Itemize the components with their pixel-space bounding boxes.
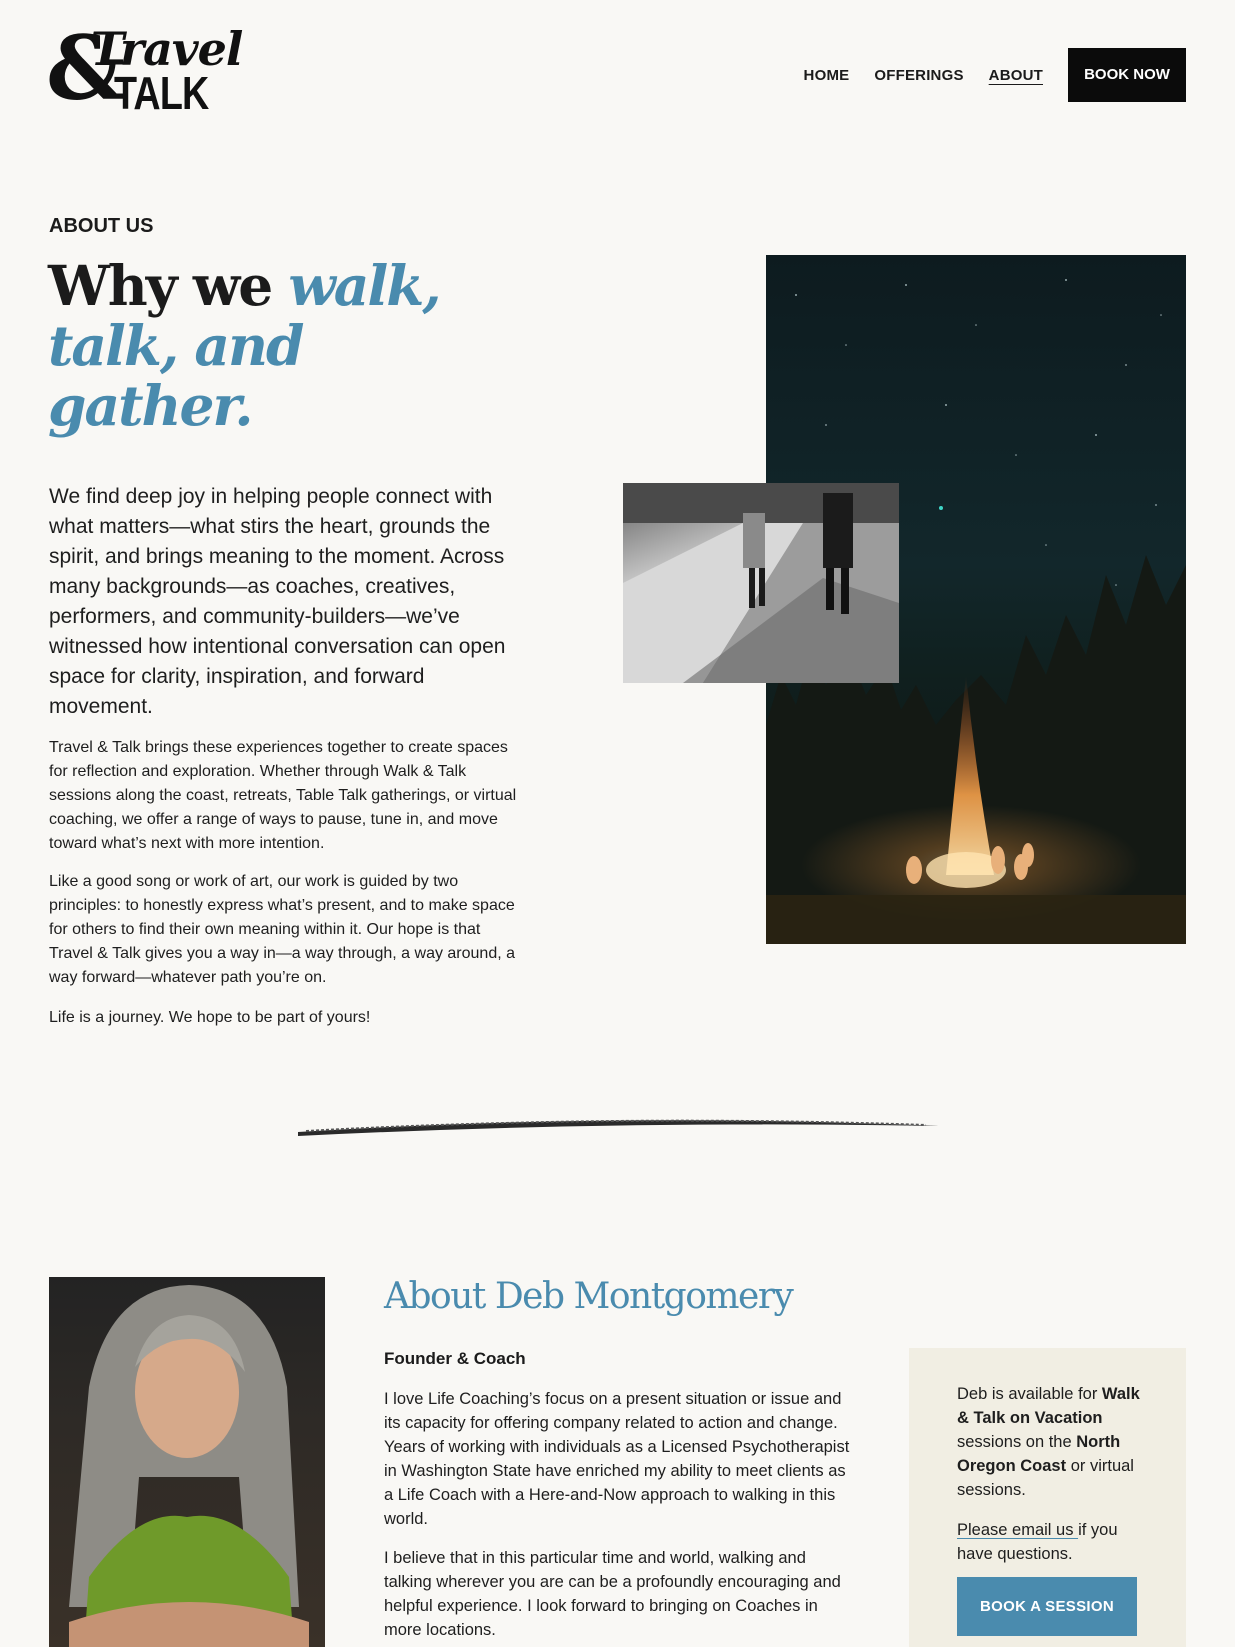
booking-info-card — [909, 1348, 1186, 1647]
section-eyebrow: ABOUT US — [49, 215, 154, 237]
lead-paragraph: We find deep joy in helping people connect with what matters—what stirs the heart, grounds the spirit, and brings meaning to the moment. Across many backgrounds—as coaches, creatives, performers, and community-builders—we’ve witnessed how intentional conversation can open space for clarity, inspiration, and forward movement. — [49, 485, 506, 718]
email-prompt-rest: if you have questions. — [957, 1521, 1118, 1563]
deb-bio-paragraph: I believe that in this particular time and world, walking and talking wherever you are can be a profoundly encouraging and helpful experience. I look forward to bringing on Coaches in more locations. — [384, 1549, 841, 1639]
logo-talk-text: TALK — [114, 67, 209, 119]
about-paragraph: Life is a journey. We hope to be part of yours! — [49, 1009, 371, 1026]
book-now-button[interactable]: BOOK NOW — [1068, 48, 1186, 102]
availability-text-2: sessions on the — [957, 1433, 1077, 1451]
nav-home[interactable]: HOME — [803, 66, 850, 84]
about-paragraph: Travel & Talk brings these experiences together to create spaces for reflection and exploration. Whether through Walk & Talk sessions along the coast, retreats, Table Talk gatherings, or virtual coaching, we offer a range of ways to pause, tune in, and move toward what’s next with more intention. — [49, 739, 517, 852]
availability-bold-1: Walk & Talk on Vacation — [957, 1385, 1140, 1427]
availability-text — [957, 1382, 1147, 1502]
nav-about[interactable]: ABOUT — [988, 66, 1043, 84]
nav-offerings[interactable]: OFFERINGS — [874, 66, 964, 84]
deb-montgomery-portrait — [49, 1277, 325, 1647]
page-headline — [48, 253, 488, 438]
brush-stroke-divider — [296, 1110, 941, 1140]
deb-role: Founder & Coach — [384, 1349, 526, 1368]
availability-text-1: Deb is available for — [957, 1385, 1102, 1403]
headline-plain: Why we — [48, 253, 289, 318]
deb-section-title: About Deb Montgomery — [384, 1276, 793, 1317]
book-a-session-button[interactable]: BOOK A SESSION — [957, 1577, 1137, 1636]
travel-and-talk-logo[interactable] — [46, 16, 243, 122]
walking-illustration — [623, 483, 899, 683]
headline-accent: walk, talk, and gather. — [48, 253, 440, 438]
main-navigation — [804, 48, 1186, 102]
email-prompt — [957, 1518, 1147, 1566]
availability-text-3: or virtual sessions. — [957, 1457, 1134, 1499]
logo-ampersand: & — [46, 16, 126, 120]
deb-bio-paragraph: I love Life Coaching’s focus on a present situation or issue and its capacity for offering company related to action and change. Years of working with individuals as a Licensed Psychotherapist in Washington State have enriched my ability to meet clients as a Life Coach with a Here-and-Now approach to walking in this world. — [384, 1390, 850, 1528]
about-paragraph: Like a good song or work of art, our work is guided by two principles: to honestly express what’s present, and to make space for others to find their own meaning within it. Our hope is that Travel & Talk gives you a way in—a way through, a way around, a way forward—whatever path you’re on. — [49, 873, 516, 986]
portrait-illustration — [49, 1277, 325, 1647]
walking-people-photo — [623, 483, 899, 683]
availability-bold-2: North Oregon Coast — [957, 1433, 1121, 1475]
logo-travel-text: Travel — [90, 22, 243, 76]
email-us-link[interactable]: Please email us — [957, 1521, 1079, 1539]
